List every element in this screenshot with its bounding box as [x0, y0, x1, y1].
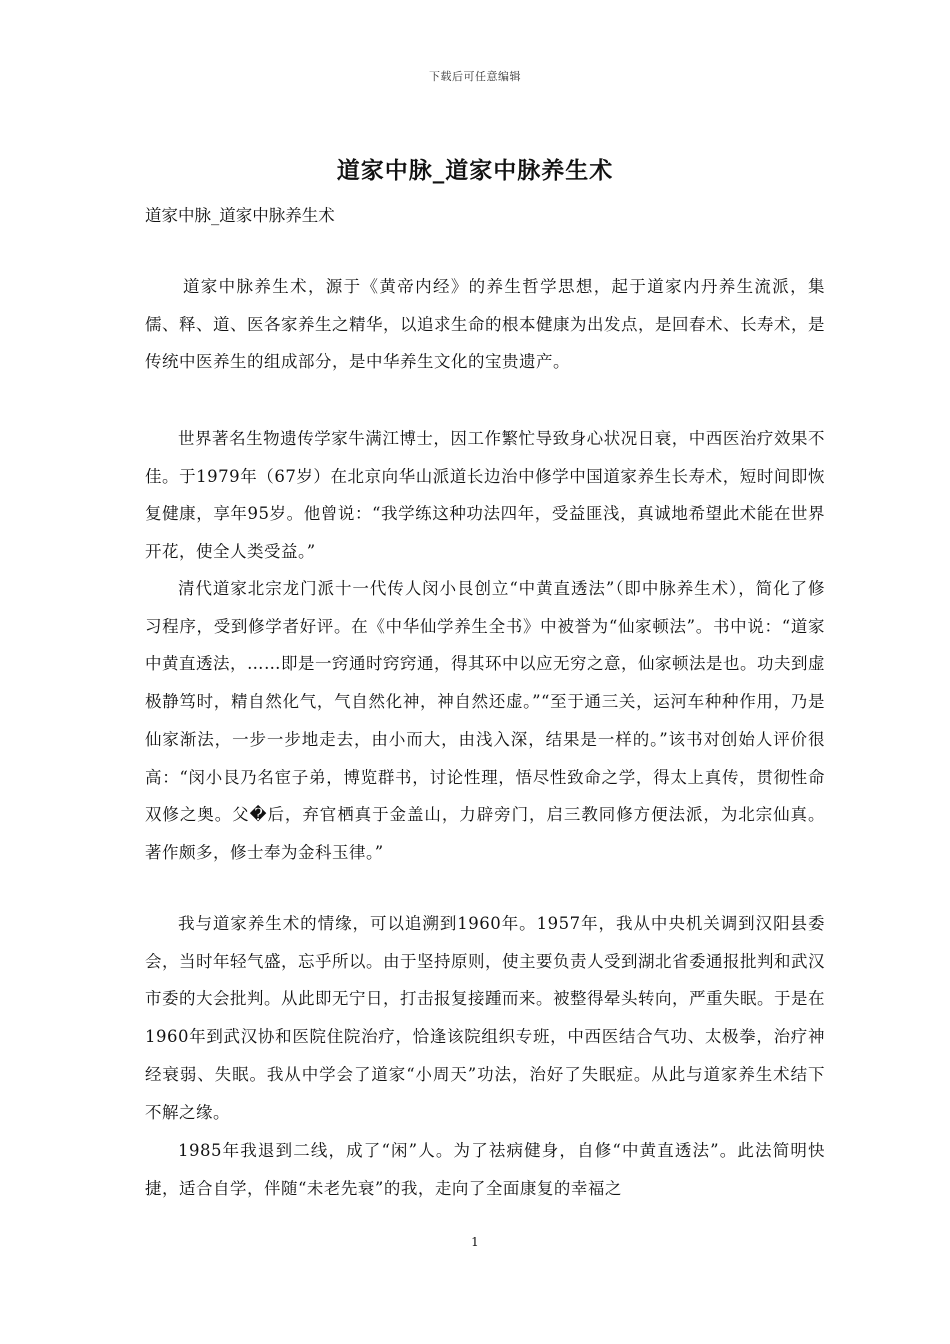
paragraph-zhonghuang-method: 清代道家北宗龙门派十一代传人闵小艮创立“中黄直透法”（即中脉养生术），简化了修习程序，受到修学者好评。在《中华仙学养生全书》中被誉为“仙家顿法”。书中说：“道家中黄直透法，……即是一窍通时窍窍通，得其环中以应无穷之意，仙家顿法是也。功夫到虚极静笃时，精自然化气，气自然化神，神自然还虚。”“至于通三关，运河车种种作用，乃是仙家渐法，一步一步地走去，由小而大，由浅入深，结果是一样的。”该书对创始人评价很高：“闵小艮乃名宦子弟，博览群书，讨论性理，悟尽性致命之学，得太上真传，贯彻性命双修之奥。父�后，弃官栖真于金盖山，力辟旁门，启三教同修方便法派，为北宗仙真。著作颇多，修士奉为金科玉律。”	[145, 579, 825, 862]
paragraph-personal-history: 我与道家养生术的情缘，可以追溯到1960年。1957年，我从中央机关调到汉阳县委会，当时年轻气盛，忘乎所以。由于坚持原则，使主要负责人受到湖北省委通报批判和武汉市委的大会批判。从此即无宁日，打击报复接踵而来。被整得晕头转向，严重失眠。于是在1960年到武汉协和医院住院治疗，恰逢该院组织专班，中西医结合气功、太极拳，治疗神经衰弱、失眠。我从中学会了道家“小周天”功法，治好了失眠症。从此与道家养生术结下不解之缘。	[145, 914, 825, 1122]
paragraph-niu-manjiang: 世界著名生物遗传学家牛满江博士，因工作繁忙导致身心状况日衰，中西医治疗效果不佳。于1979年（67岁）在北京向华山派道长边治中修学中国道家养生长寿术，短时间即恢复健康，享年95岁。他曾说：“我学练这种功法四年，受益匪浅，真诚地希望此术能在世界开花，使全人类受益。”	[145, 429, 825, 562]
paragraph-intro: 道家中脉养生术，源于《黄帝内经》的养生哲学思想，起于道家内丹养生流派，集儒、释、道、医各家养生之精华，以追求生命的根本健康为出发点，是回春术、长寿术，是传统中医养生的组成部分，是中华养生文化的宝贵遗产。	[145, 277, 825, 372]
document-title: 道家中脉_道家中脉养生术	[336, 158, 614, 184]
page-number: 1	[471, 1235, 479, 1249]
paragraph-retirement: 1985年我退到二线，成了“闲”人。为了祛病健身，自修“中黄直透法”。此法简明快捷，适合自学，伴随“未老先衰”的我，走向了全面康复的幸福之	[145, 1141, 825, 1198]
header-note: 下载后可任意编辑	[429, 70, 521, 83]
document-subtitle: 道家中脉_道家中脉养生术	[145, 206, 335, 225]
